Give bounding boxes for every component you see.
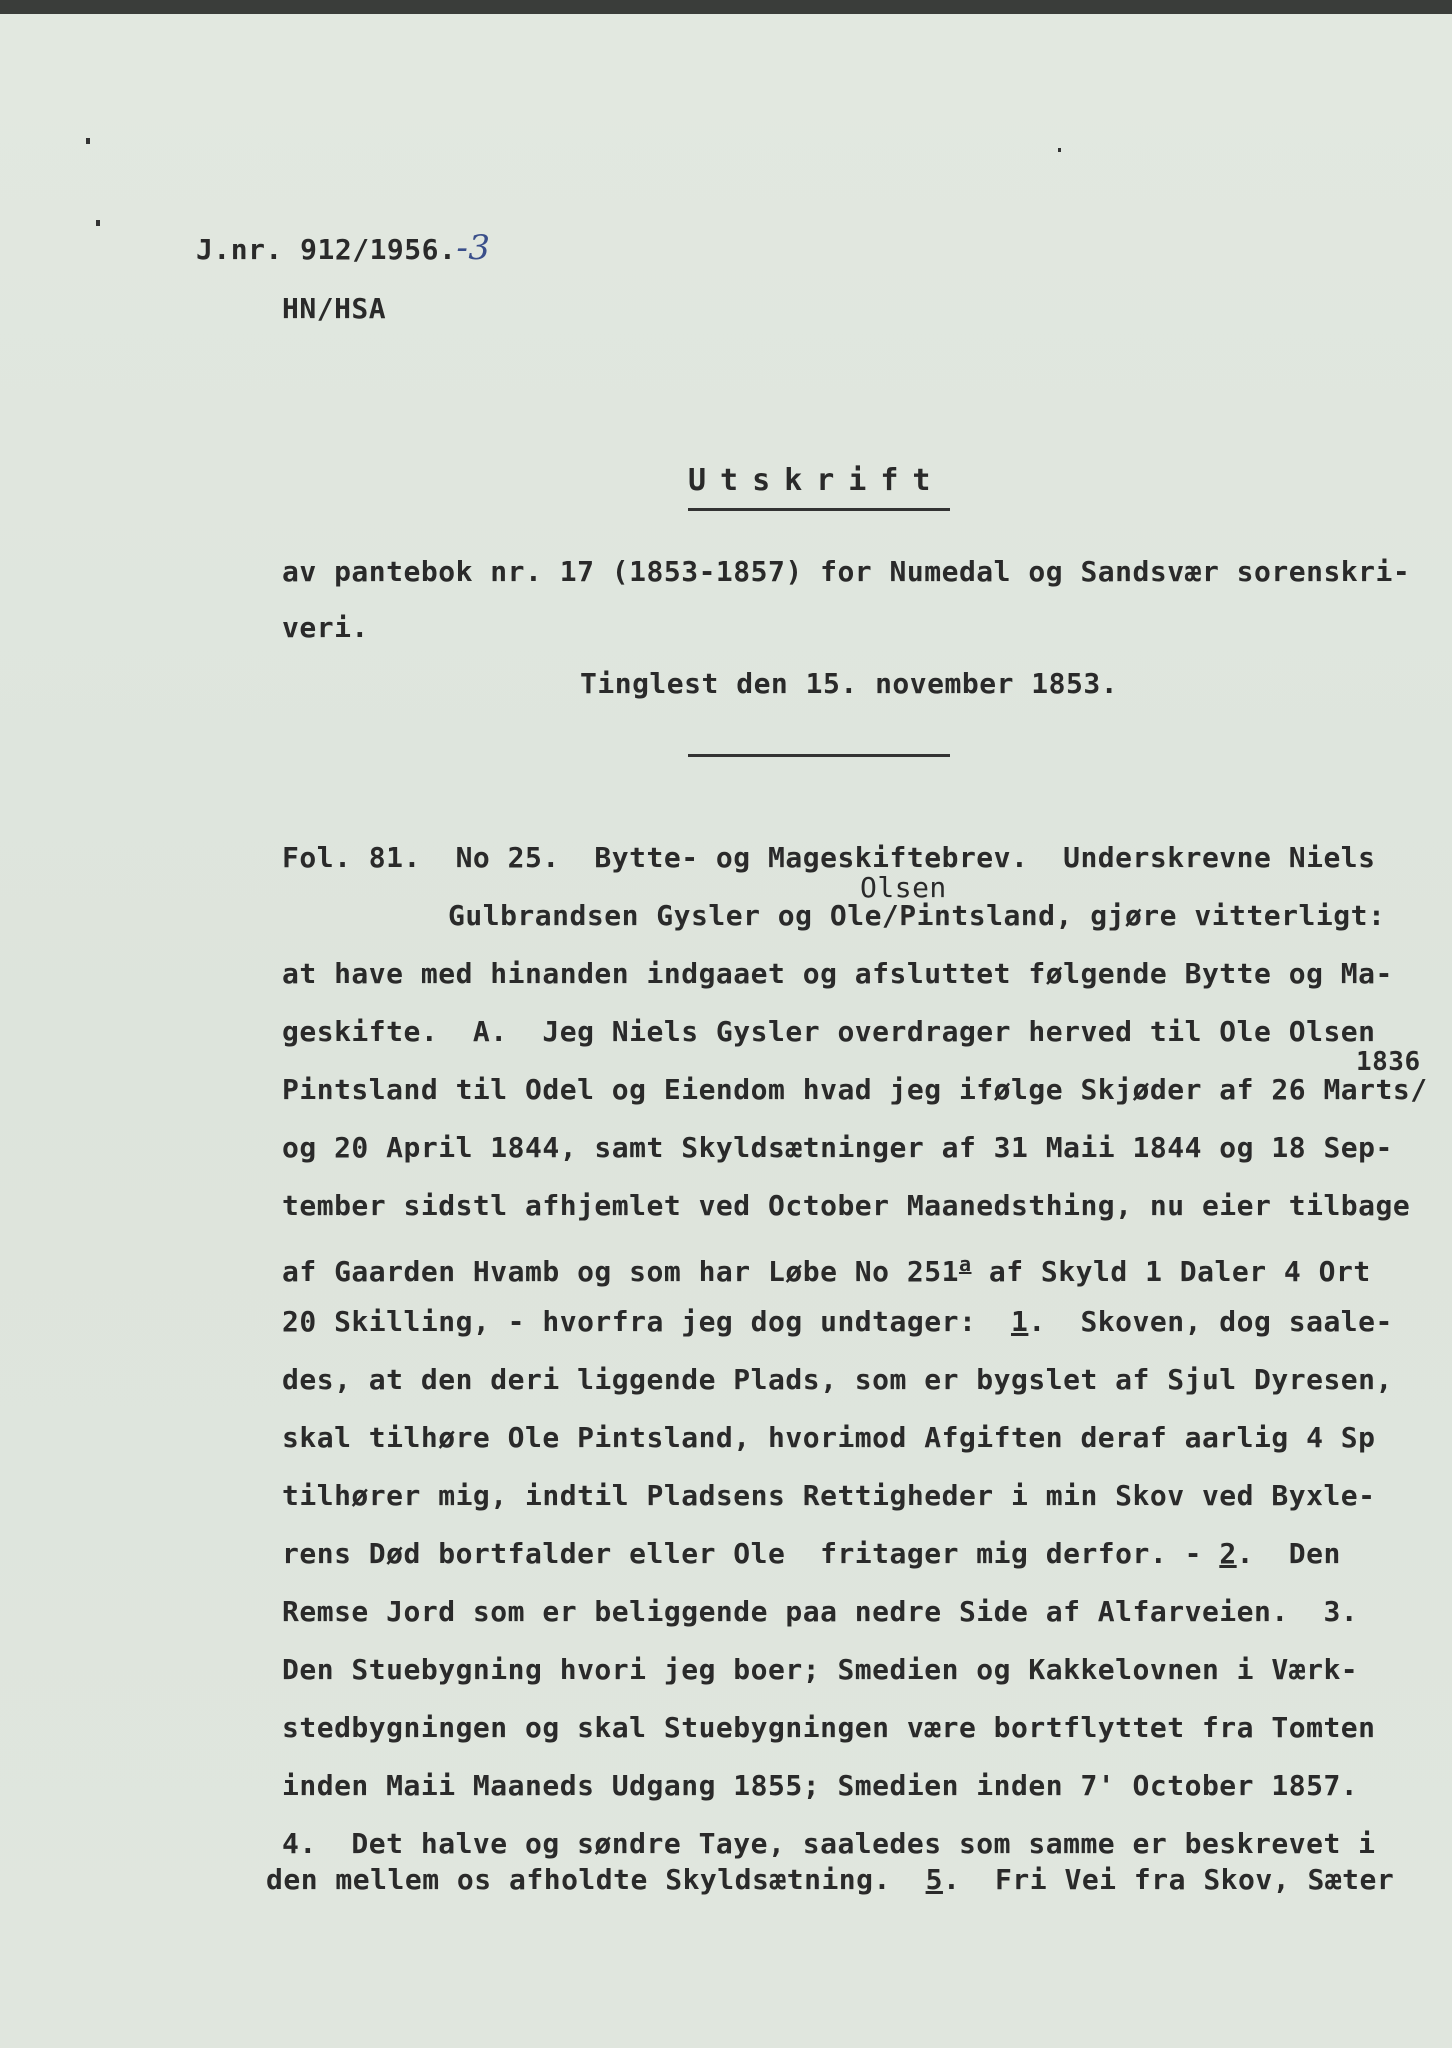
entry-line-17: inden Maii Maaneds Udgang 1855; Smedien inden 7' October 1857. — [282, 1769, 1359, 1802]
section-divider — [688, 754, 950, 757]
entry-line-10: des, at den deri liggende Plads, som er bygslet af Sjul Dyresen, — [282, 1363, 1393, 1396]
entry-line-11: skal tilhøre Ole Pintsland, hvorimod Afgiften deraf aarlig 4 Sp — [282, 1421, 1376, 1454]
entry-line-12: tilhører mig, indtil Pladsens Rettigheder i min Skov ved Byxle- — [282, 1479, 1376, 1512]
entry-line-4: geskifte. A. Jeg Niels Gysler overdrager herved til Ole Olsen — [282, 1015, 1376, 1048]
margin-year: 1836 — [1356, 1047, 1421, 1077]
handwritten-suffix: -3 — [456, 228, 491, 268]
scan-speck — [96, 220, 100, 226]
entry-line-3: at have med hinanden indgaaet og afsluttet følgende Bytte og Ma- — [282, 957, 1393, 990]
entry-line-6: og 20 April 1844, samt Skyldsætninger af 31 Maii 1844 og 18 Sep- — [282, 1131, 1393, 1164]
initials: HN/HSA — [282, 292, 387, 325]
registration-date: Tinglest den 15. november 1853. — [580, 667, 1119, 700]
inserted-word: Olsen — [860, 871, 947, 904]
scan-speck — [86, 138, 90, 144]
journal-number: J.nr. 912/1956.-3 — [196, 228, 491, 268]
entry-line-9: 20 Skilling, - hvorfra jeg dog undtager: 1. Skoven, dog saale- — [282, 1305, 1393, 1338]
entry-line-5: Pintsland til Odel og Eiendom hvad jeg ifølge Skjøder af 26 Marts/ — [282, 1073, 1428, 1106]
scan-top-edge — [0, 0, 1452, 14]
title-underline — [688, 508, 950, 511]
entry-line-13: rens Død bortfalder eller Ole fritager mig derfor. - 2. Den — [282, 1537, 1341, 1570]
intro-line-1: av pantebok nr. 17 (1853-1857) for Numedal og Sandsvær sorenskri- — [282, 555, 1411, 588]
intro-line-2: veri. — [282, 611, 369, 644]
scan-speck — [1058, 148, 1061, 152]
entry-line-19: den mellem os afholdte Skyldsætning. 5. Fri Vei fra Skov, Sæter — [266, 1863, 1395, 1896]
entry-line-8: af Gaarden Hvamb og som har Løbe No 251$^a$ af Skyld 1 Daler 4 Ort — [282, 1252, 1371, 1288]
document-title: Utskrift — [688, 463, 945, 498]
entry-line-16: stedbygningen og skal Stuebygningen være bortflyttet fra Tomten — [282, 1711, 1376, 1744]
entry-line-18: 4. Det halve og søndre Taye, saaledes som samme er beskrevet i — [282, 1827, 1376, 1860]
entry-line-14: Remse Jord som er beliggende paa nedre Side af Alfarveien. 3. — [282, 1595, 1359, 1628]
entry-line-15: Den Stuebygning hvori jeg boer; Smedien og Kakkelovnen i Værk- — [282, 1653, 1359, 1686]
entry-line-2: Gulbrandsen Gysler og Ole/Pintsland, gjøre vitterligt: — [448, 899, 1386, 932]
entry-line-7: tember sidstl afhjemlet ved October Maanedsthing, nu eier tilbage — [282, 1189, 1411, 1222]
entry-line-1: Fol. 81. No 25. Bytte- og Mageskiftebrev. Underskrevne Niels — [282, 841, 1376, 874]
